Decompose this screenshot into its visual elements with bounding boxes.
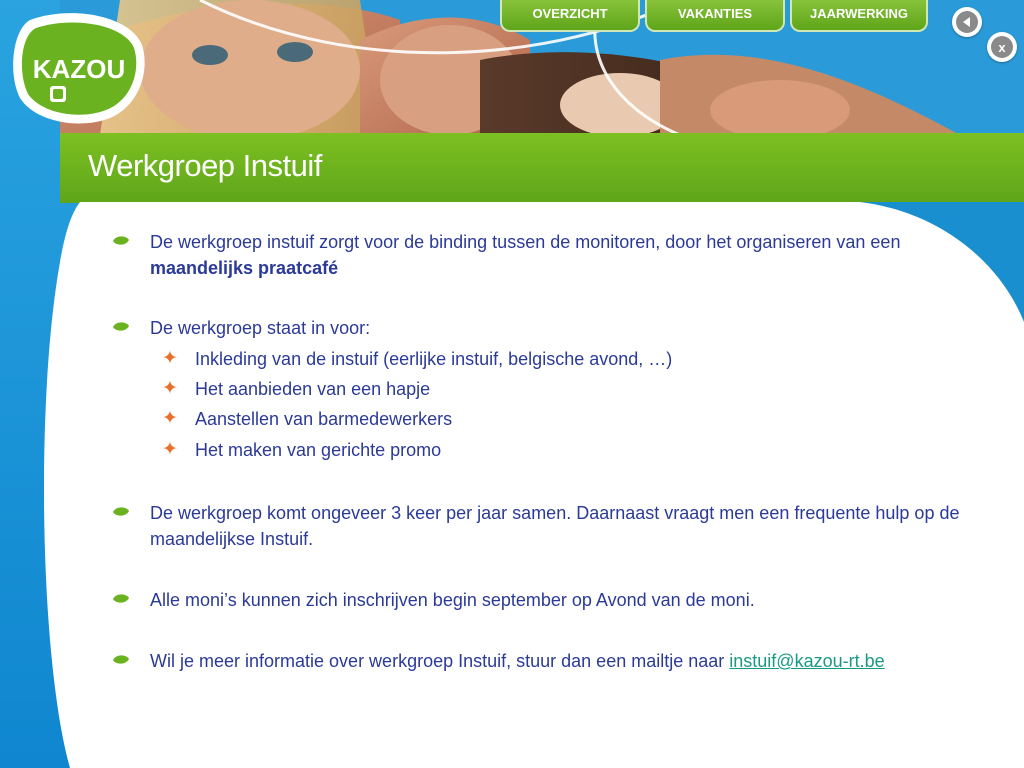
leaf-bullet-icon	[112, 593, 130, 604]
paragraph-binding	[150, 229, 970, 281]
sub-item: Het maken van gerichte promo	[195, 440, 442, 460]
leaf-bullet-icon	[112, 321, 130, 332]
tab-jaarwerking[interactable]	[790, 0, 928, 32]
logo-text: KAZOU	[32, 54, 126, 84]
star-bullet-icon: ✦	[162, 439, 178, 460]
back-button[interactable]	[952, 7, 982, 37]
paragraph-frequency-line2: maandelijkse Instuif.	[150, 529, 314, 549]
leaf-bullet-icon	[112, 235, 130, 246]
paragraph-contact	[150, 648, 990, 674]
leaf-bullet-icon	[112, 654, 130, 665]
star-bullet-icon: ✦	[162, 408, 178, 429]
leaf-bullet-icon	[112, 506, 130, 517]
sub-item: Het aanbieden van een hapje	[195, 379, 431, 399]
content-panel	[40, 202, 1024, 768]
tab-jaarwerking-label: JAARWERKING	[810, 5, 908, 21]
triangle-left-icon	[956, 11, 978, 33]
paragraph-inschrijven: Alle moni’s kunnen zich inschrijven begin september op Avond van de moni.	[150, 590, 755, 610]
kazou-logo[interactable]	[10, 10, 148, 128]
email-link[interactable]: instuif@kazou-rt.be	[729, 651, 885, 671]
x-icon: x	[991, 36, 1013, 58]
paragraph-staat-in-voor: De werkgroep staat in voor:	[150, 318, 371, 338]
close-button[interactable]	[987, 32, 1017, 62]
paragraph-binding-bold: maandelijks praatcafé	[150, 258, 339, 278]
paragraph-binding-text: De werkgroep instuif zorgt voor de binding tussen de monitoren, door het organiseren van een	[150, 232, 901, 252]
paragraph-frequency-line1: De werkgroep komt ongeveer 3 keer per jaar samen. Daarnaast vraagt men een frequente hulp op de	[150, 503, 960, 523]
page-title: Werkgroep Instuif	[88, 148, 322, 183]
tab-overzicht-label: OVERZICHT	[532, 5, 608, 21]
sub-item: Aanstellen van barmedewerkers	[195, 409, 453, 429]
star-bullet-icon: ✦	[162, 348, 178, 369]
sub-item: Inkleding van de instuif (eerlijke instuif, belgische avond, …)	[195, 349, 673, 369]
tab-overzicht[interactable]	[500, 0, 640, 32]
paragraph-frequency	[150, 500, 990, 552]
star-bullet-icon: ✦	[162, 378, 178, 399]
paragraph-contact-text: Wil je meer informatie over werkgroep Instuif, stuur dan een mailtje naar	[150, 651, 725, 671]
tab-vakanties[interactable]	[645, 0, 785, 32]
tab-vakanties-label: VAKANTIES	[677, 5, 753, 21]
